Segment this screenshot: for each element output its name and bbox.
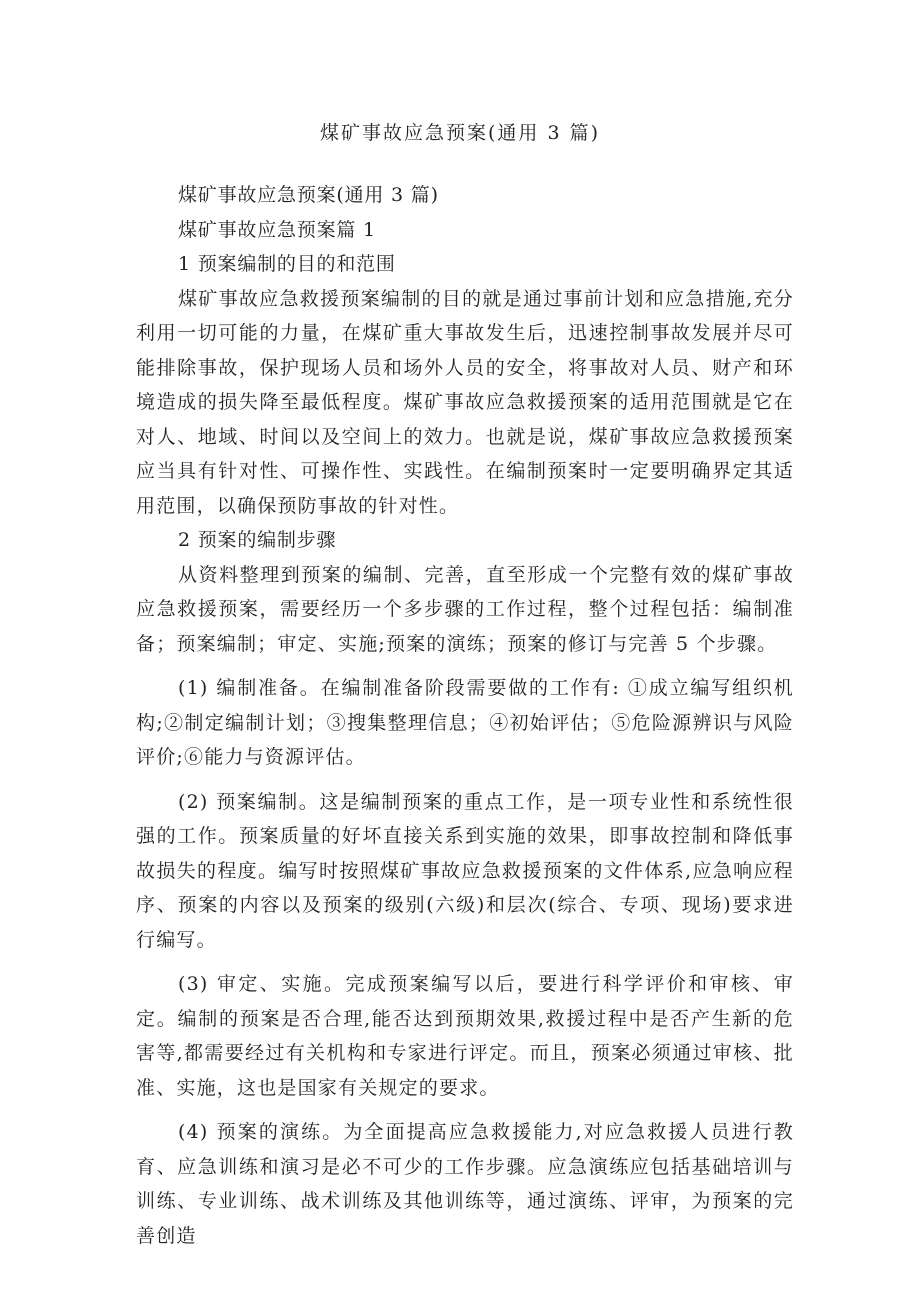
paragraph-step-2: (2) 预案编制。这是编制预案的重点工作，是一项专业性和系统性很强的工作。预案质量的好坏直接关系到实施的效果，即事故控制和降低事故损失的程度。编写时按照煤矿事故应急救援预案的文件体系,应急响应程序、预案的内容以及预案的级别(六级)和层次(综合、专项、现场)要求进行编写。 (136, 790, 794, 951)
section-heading-1: 1 预案编制的目的和范围 (178, 253, 396, 275)
paragraph-part-title: 煤矿事故应急预案篇 1 (178, 218, 376, 241)
paragraph-step-4: (4) 预案的演练。为全面提高应急救援能力,对应急救援人员进行教育、应急训练和演习是必不可少的工作步骤。应急演练应包括基础培训与训练、专业训练、战术训练及其他训练等，通过演练、评审，为预案的完善创造 (136, 1121, 794, 1247)
document-body (136, 178, 794, 1253)
paragraph-step-3: (3) 审定、实施。完成预案编写以后，要进行科学评价和审核、审定。编制的预案是否合理,能否达到预期效果,救援过程中是否产生新的危害等,都需要经过有关机构和专家进行评定。而且，预案必须通过审核、批准、实施，这也是国家有关规定的要求。 (136, 973, 794, 1099)
paragraph-steps-overview: 从资料整理到预案的编制、完善，直至形成一个完整有效的煤矿事故应急救援预案，需要经历一个多步骤的工作过程，整个过程包括：编制准备；预案编制；审定、实施;预案的演练；预案的修订与完善 5 个步骤。 (136, 563, 794, 655)
section-heading-2: 2 预案的编制步骤 (178, 529, 337, 551)
paragraph-step-1: (1) 编制准备。在编制准备阶段需要做的工作有: ①成立编写组织机构;②制定编制计划；③搜集整理信息；④初始评估；⑤危险源辨识与风险评价;⑥能力与资源评估。 (136, 677, 794, 768)
paragraph-purpose-scope: 煤矿事故应急救援预案编制的目的就是通过事前计划和应急措施,充分利用一切可能的力量，在煤矿重大事故发生后，迅速控制事故发展并尽可能排除事故，保护现场人员和场外人员的安全，将事故对人员、财产和环境造成的损失降至最低程度。煤矿事故应急救援预案的适用范围就是它在对人、地域、时间以及空间上的效力。也就是说，煤矿事故应急救援预案应当具有针对性、可操作性、实践性。在编制预案时一定要明确界定其适用范围，以确保预防事故的针对性。 (136, 287, 794, 517)
paragraph-subtitle: 煤矿事故应急预案(通用 3 篇) (178, 184, 439, 206)
document-title: 煤矿事故应急预案(通用 3 篇) (320, 122, 600, 144)
